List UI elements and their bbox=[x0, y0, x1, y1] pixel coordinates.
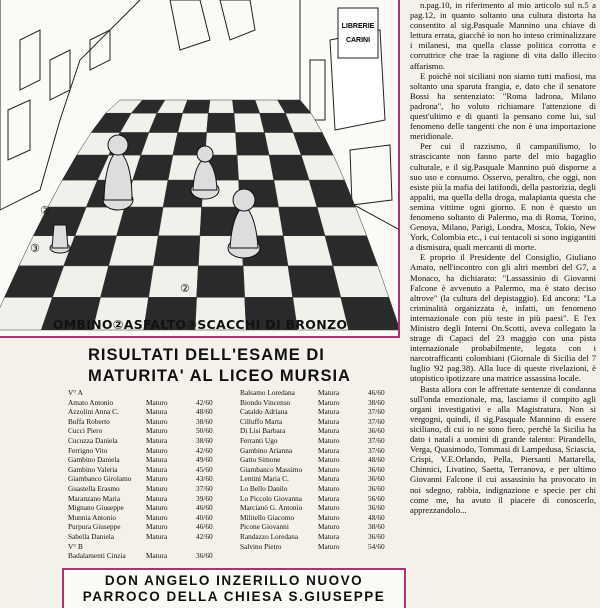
result-status: Matura bbox=[146, 455, 168, 465]
result-status: Matura bbox=[146, 407, 168, 417]
result-score bbox=[196, 542, 226, 552]
result-row bbox=[68, 484, 233, 494]
board-square bbox=[178, 113, 209, 132]
result-row bbox=[240, 484, 405, 494]
result-row bbox=[240, 522, 405, 532]
student-name: Cilluffo Marta bbox=[240, 416, 283, 426]
results-heading-line1: RISULTATI DELL'ESAME DI bbox=[88, 346, 325, 364]
result-row bbox=[240, 398, 405, 408]
result-score: 48/60 bbox=[196, 407, 213, 417]
article-column bbox=[410, 0, 596, 600]
result-status: Maturo bbox=[146, 445, 168, 455]
result-status: Maturo bbox=[146, 397, 168, 407]
student-name: Gambino Valeria bbox=[68, 464, 118, 474]
article-paragraph: E proprio il Presidente del Consiglio, Giuliano Amato, nell'incontro con gli altri membri del G7, a Monaco, ha dichiarato: "Lassassinio di Giovanni Falcone è avvenuto a Palermo, ma è stato deciso altrove" (la cultura del depistaggio). Ed ancora: "La criminalità organizzata è, infatti, un fenomeno internazionale con più teste in più paesi". E l'ex Ministro degli Interni On.Scotti, aveva collegato la strage di Capaci del 23 maggio con una pista internazionale probabilmente, legata con i narcotrafficanti colombiani (Giornale di Sicilia del 7 luglio '92 pag.38). Alla luce di queste rivelazioni, è utopistico ipotizzare una matrice assassina locale. bbox=[410, 252, 596, 384]
result-row bbox=[68, 542, 233, 552]
board-label-2: ② bbox=[40, 204, 50, 217]
student-name: V° A bbox=[68, 388, 83, 397]
student-name: Mignano Giuseppe bbox=[68, 503, 124, 513]
result-score: 38/60 bbox=[368, 522, 385, 532]
student-name: Giambanco Girolamo bbox=[68, 474, 132, 484]
shop-sign bbox=[338, 8, 378, 58]
result-status: Maturo bbox=[318, 483, 340, 493]
student-name: Maranzano Maria bbox=[68, 493, 121, 503]
student-name: Cucci Piero bbox=[68, 426, 103, 436]
cartoon-caption: OMBINO②ASFALTO③SCACCHI DI BRONZO bbox=[52, 317, 348, 332]
result-row bbox=[240, 503, 405, 513]
result-row bbox=[68, 436, 233, 446]
result-score: 49/60 bbox=[196, 455, 213, 465]
result-score: 42/60 bbox=[196, 531, 213, 541]
result-row bbox=[68, 426, 233, 436]
result-row bbox=[68, 513, 233, 523]
result-score: 42/60 bbox=[196, 397, 213, 407]
student-name: Purpura Giuseppe bbox=[68, 522, 121, 532]
cartoon-illustration bbox=[0, 0, 400, 338]
result-score: 54/60 bbox=[368, 541, 385, 551]
result-score: 39/60 bbox=[196, 493, 213, 503]
result-row bbox=[240, 407, 405, 417]
student-name: Badalamenti Cinzia bbox=[68, 551, 126, 561]
result-status: Matura bbox=[318, 426, 340, 436]
result-status: Maturo bbox=[146, 512, 168, 522]
board-square bbox=[317, 207, 367, 236]
result-row bbox=[68, 388, 233, 398]
result-score bbox=[196, 388, 226, 398]
student-name: Buffa Roberto bbox=[68, 416, 110, 426]
result-row bbox=[240, 426, 405, 436]
student-name: Di Lisi Barbara bbox=[240, 426, 286, 436]
chessboard-street-drawing bbox=[0, 0, 400, 338]
student-name: Guastella Erasmo bbox=[68, 483, 120, 493]
results-column-right bbox=[240, 388, 405, 551]
student-name: Amato Antonio bbox=[68, 397, 114, 407]
results-heading-line2: MATURITA' AL LICEO MURSIA bbox=[88, 367, 351, 385]
article-paragraph: E poichè noi siciliani non siamo tutti mafiosi, ma soltanto una sparuta frangia, e, dato che il senatore Bossi ha sentenziato: "Roma ladrona, Milano padrona", ho voluto richiamare l'attenzione di quest'ultimo e di quanti la pensano come lui, sul fenomeno delle tangenti che non è una importazione meridionale. bbox=[410, 70, 596, 142]
student-name: Azzolini Anna C. bbox=[68, 407, 119, 417]
sign-word-1: LIBRERIE bbox=[341, 23, 375, 30]
board-square bbox=[234, 113, 264, 132]
result-status bbox=[146, 542, 196, 552]
student-name: Ferrigno Vito bbox=[68, 445, 108, 455]
student-name: Gambino Daniela bbox=[68, 455, 120, 465]
result-row bbox=[240, 494, 405, 504]
result-score: 38/60 bbox=[196, 416, 213, 426]
board-square bbox=[333, 266, 389, 297]
student-name: Lentini Maria C. bbox=[240, 474, 289, 484]
result-score: 48/60 bbox=[368, 512, 385, 522]
result-status: Maturo bbox=[146, 426, 168, 436]
result-score: 38/60 bbox=[196, 435, 213, 445]
result-score: 48/60 bbox=[368, 455, 385, 465]
result-row bbox=[240, 455, 405, 465]
board-square bbox=[149, 266, 199, 297]
student-name: Munnia Antonio bbox=[68, 512, 117, 522]
result-status: Matura bbox=[146, 435, 168, 445]
board-square bbox=[197, 266, 245, 297]
result-status: Matura bbox=[146, 464, 168, 474]
result-score: 50/60 bbox=[196, 426, 213, 436]
result-status: Matura bbox=[146, 531, 168, 541]
announcement-line2: PARROCO DELLA CHIESA S.GIUSEPPE bbox=[82, 589, 386, 604]
result-row bbox=[240, 388, 405, 398]
result-row bbox=[240, 542, 405, 552]
result-status: Maturo bbox=[318, 464, 340, 474]
board-square bbox=[325, 236, 378, 266]
student-name: Lo Piccolo Giovanna bbox=[240, 493, 303, 503]
result-row bbox=[68, 417, 233, 427]
board-square bbox=[101, 266, 154, 297]
article-paragraph: n.pag.10, in riferimento al mio articolo sul n.5 a pag.12, in quanto soltanto una cultura distorta ha consentito al sig.Pasquale Mannino una chiave di lettura errata, giacchè io non ho inteso criminalizzare i milanesi, ma quella classe politica corrotta e corruttrice che trae la ragione di vita dallo illecito affarismo. bbox=[410, 0, 596, 71]
board-label-3: ② bbox=[180, 282, 190, 295]
result-row bbox=[68, 446, 233, 456]
student-name: Ferranti Ugo bbox=[240, 435, 278, 445]
result-row bbox=[68, 455, 233, 465]
announcement-line1: DON ANGELO INZERILLO NUOVO bbox=[104, 573, 364, 588]
board-label-1: ③ bbox=[30, 242, 40, 255]
result-row bbox=[240, 417, 405, 427]
result-status: Matura bbox=[146, 493, 168, 503]
result-score: 46/60 bbox=[196, 522, 213, 532]
result-status: Maturo bbox=[146, 416, 168, 426]
result-score: 42/60 bbox=[196, 445, 213, 455]
result-row bbox=[68, 503, 233, 513]
board-square bbox=[237, 155, 274, 180]
result-score: 56/60 bbox=[368, 493, 385, 503]
student-name: Marcianò G. Antonio bbox=[240, 503, 303, 513]
chessboard bbox=[0, 100, 400, 330]
result-status: Maturo bbox=[318, 503, 340, 513]
result-row bbox=[68, 407, 233, 417]
result-row bbox=[68, 551, 233, 561]
student-name: Randazzo Loredana bbox=[240, 531, 299, 541]
board-square bbox=[158, 207, 201, 236]
student-name: Gambino Arianna bbox=[240, 445, 293, 455]
result-score: 46/60 bbox=[196, 503, 213, 513]
student-name: Militello Giacomo bbox=[240, 512, 295, 522]
result-status bbox=[146, 388, 196, 398]
result-status: Maturo bbox=[146, 483, 168, 493]
result-score: 43/60 bbox=[196, 474, 213, 484]
result-score: 36/60 bbox=[368, 474, 385, 484]
board-square bbox=[208, 100, 234, 113]
result-score: 37/60 bbox=[368, 435, 385, 445]
result-status: Maturo bbox=[146, 503, 168, 513]
results-column-left bbox=[68, 388, 233, 561]
result-row bbox=[240, 436, 405, 446]
result-status: Matura bbox=[318, 388, 340, 397]
result-row bbox=[68, 398, 233, 408]
board-square bbox=[109, 236, 159, 266]
student-name: Gatto Simone bbox=[240, 455, 281, 465]
article-paragraph: Basta allora con le affrettate sentenze di condanna sull'onda emozionale, ma, lasciamo il compito agli organi investigativi e alla Magistratura. Non si vergogni, quindi, il sig.Pasquale Mannino di essere siciliano, di cui io ne sono fiero, perchè la Sicilia ha dato i natali a uomini di grande talento: Pirandello, Verga, Quasimodo, Tommasi di Lampedusa, Sciascia, Crispi, V.E.Orlando, Pella, Piersanti Mattarella, Chinnici, Livatino, Saetta, Terranova, e per ultimo Giovanni Falcone il cui assassinio ha provocato in noi sdegno, rabbia, indignazione e specie per chi come me, ha avuto il piacere di conoscerlo, apprezzandolo... bbox=[410, 383, 596, 515]
article-paragraph: Per cui il razzismo, il campanilismo, lo strascicante non fanno parte del mio bagaglio culturale, e il sig.Pasquale Mannino può disporne a suo uso e consumo. Osservo, peraltro, che oggi, non esiste più la mafia dei latifondi, della pastorizia, degli appalti, ma quella della droga, malapianta questa che semina vittime ogni giorno. E non è questo un fenomeno soltanto di Palermo, ma di Roma, Torino, Genova, Milano, Parigi, Londra, Mosca, Tokio, New York, Colombia etc., i cui tentacoli si sono ingigantiti a dismisura, quali mercanti di morte. bbox=[410, 141, 596, 253]
board-square bbox=[309, 180, 355, 207]
student-name: Balsamo Loredana bbox=[240, 388, 295, 397]
result-status: Maturo bbox=[318, 397, 340, 407]
result-row bbox=[240, 474, 405, 484]
result-status: Matura bbox=[318, 407, 340, 417]
board-square bbox=[236, 133, 270, 156]
student-name: Giambanco Massimo bbox=[240, 464, 303, 474]
board-square bbox=[207, 113, 236, 132]
result-status: Matura bbox=[318, 493, 340, 503]
result-score: 36/60 bbox=[196, 551, 213, 561]
result-row bbox=[240, 532, 405, 542]
student-name: Sabella Daniela bbox=[68, 531, 114, 541]
board-square bbox=[288, 266, 341, 297]
result-row bbox=[68, 474, 233, 484]
results-heading bbox=[88, 345, 400, 387]
board-square bbox=[153, 236, 200, 266]
result-score: 37/60 bbox=[368, 407, 385, 417]
student-name: Cataldo Adriana bbox=[240, 407, 288, 417]
result-score: 36/60 bbox=[368, 464, 385, 474]
board-square bbox=[283, 236, 333, 266]
result-score: 36/60 bbox=[368, 531, 385, 541]
result-status: Maturo bbox=[318, 435, 340, 445]
result-score: 46/60 bbox=[368, 388, 385, 397]
result-score: 37/60 bbox=[368, 416, 385, 426]
result-status: Matura bbox=[318, 416, 340, 426]
result-score: 37/60 bbox=[196, 483, 213, 493]
student-name: Lo Bello Danilo bbox=[240, 483, 288, 493]
sign-word-2: CARINI bbox=[345, 37, 371, 44]
result-status: Maturo bbox=[146, 522, 168, 532]
student-name: Picone Giovanni bbox=[240, 522, 289, 532]
board-square bbox=[243, 266, 293, 297]
board-square bbox=[183, 100, 210, 113]
student-name: Cucuzza Daniela bbox=[68, 435, 118, 445]
result-status: Matura bbox=[318, 531, 340, 541]
result-score: 36/60 bbox=[368, 503, 385, 513]
student-name: Salvino Pietro bbox=[240, 541, 282, 551]
result-status: Maturo bbox=[318, 512, 340, 522]
result-row bbox=[68, 494, 233, 504]
result-score: 45/60 bbox=[196, 464, 213, 474]
result-row bbox=[68, 522, 233, 532]
student-name: V° B bbox=[68, 541, 83, 551]
result-status: Maturo bbox=[318, 455, 340, 465]
result-row bbox=[68, 532, 233, 542]
result-score: 36/60 bbox=[368, 483, 385, 493]
result-row bbox=[240, 446, 405, 456]
student-name: Biondo Vincenso bbox=[240, 397, 291, 407]
result-status: Matura bbox=[318, 474, 340, 484]
result-row bbox=[68, 465, 233, 475]
result-score: 36/60 bbox=[368, 426, 385, 436]
result-status: Matura bbox=[318, 445, 340, 455]
result-score: 37/60 bbox=[368, 445, 385, 455]
announcement-box bbox=[62, 568, 406, 608]
board-square bbox=[117, 207, 164, 236]
result-score: 38/60 bbox=[368, 397, 385, 407]
result-score: 40/60 bbox=[196, 512, 213, 522]
result-row bbox=[240, 465, 405, 475]
result-status: Maturo bbox=[318, 522, 340, 532]
result-row bbox=[240, 513, 405, 523]
board-square bbox=[301, 155, 344, 180]
result-status: Maturo bbox=[318, 541, 340, 551]
result-status: Maturo bbox=[146, 474, 168, 484]
result-status: Matura bbox=[146, 551, 168, 561]
